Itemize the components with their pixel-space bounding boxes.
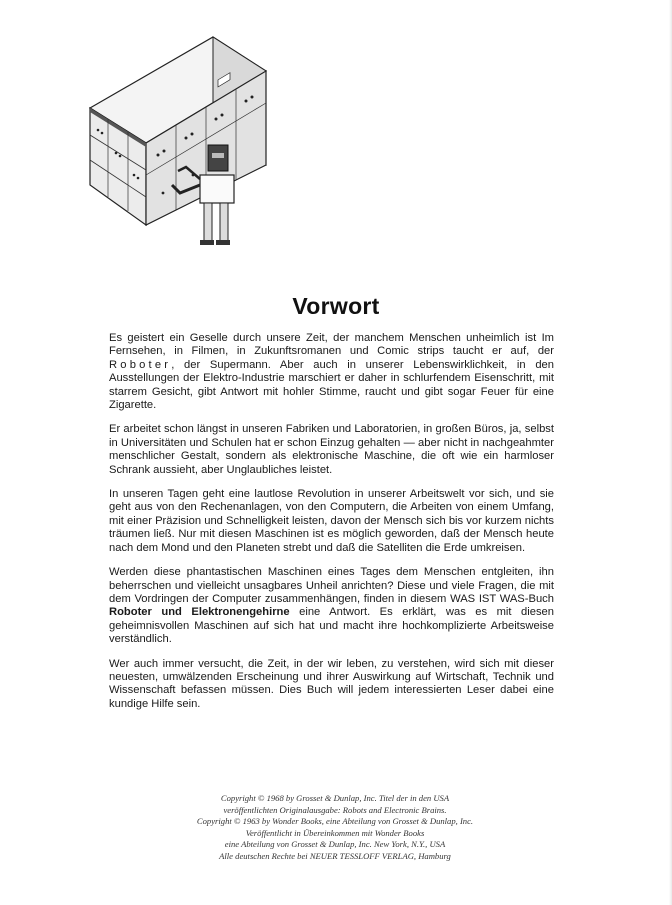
paragraph-text: , der Supermann. Aber auch in unserer Lebenswirklichkeit, in den Ausstellungen der Elektro-Industrie marschiert er daher in schlurfendem Eisenschritt, mit starrem Gesicht, gibt Antwort mit hohler Stimme, raucht und gibt sogar Feuer für eine Zigarette.	[109, 358, 554, 412]
robot-cabinet-illustration	[88, 35, 268, 260]
copyright-line: Copyright © 1963 by Wonder Books, eine Abteilung von Grosset & Dunlap, Inc.	[196, 816, 474, 827]
copyright-notice	[150, 793, 520, 863]
copyright-line: veröffentlichten Originalausgabe: Robots and Electronic Brains.	[223, 804, 447, 815]
copyright-line: Veröffentlicht in Übereinkommen mit Wonder Books	[245, 827, 425, 838]
paragraph: Er arbeitet schon längst in unseren Fabriken und Laboratorien, in großen Büros, ja, selbst in Universitäten und Schulen hat er schon Einzug gehalten — aber nicht in nachgeahmter menschlicher Gestalt, sondern als elektronische Maschine, die oft wie ein harmloser Schrank aussieht, aber Unglaubliches leistet.	[109, 423, 554, 476]
paragraph: Wer auch immer versucht, die Zeit, in der wir leben, zu verstehen, wird sich mit dieser neuesten, umwälzenden Erscheinung und ihrer Auswirkung auf Wirtschaft, Technik und Wissenschaft befassen müssen. Dies Buch will jedem interessierten Leser dabei eine kundige Hilfe sein.	[109, 657, 554, 710]
book-title: Roboter und Elektronengehirne	[109, 606, 290, 619]
spaced-word: Roboter	[109, 358, 172, 371]
copyright-line: Alle deutschen Rechte bei NEUER TESSLOFF VERLAG, Hamburg	[219, 850, 451, 861]
paragraph-text: Werden diese phantastischen Maschinen eines Tages dem Menschen entgleiten, ihn beherrschen und vielleicht unsagbares Unheil anrichten? Diese und viele Fragen, die mit dem Vordringen der Computer zusammenhängen, finden in diesem WAS IST WAS-Buch	[109, 566, 554, 605]
paragraph: In unseren Tagen geht eine lautlose Revolution in unserer Arbeitswelt vor sich, und sie geht aus von den Rechenanlagen, von den Computern, die Arbeiten von einem Umfang, mit einer Präzision und Schnelligkeit leisten, davon der Mensch sich bis vor kurzem nichts träumen ließ. Nur mit diesen Maschinen ist es möglich geworden, daß der Mensch heute nach dem Mond und den Planeten strebt und daß die Satelliten die Erde umkreisen.	[109, 488, 554, 554]
paragraph	[109, 566, 554, 646]
paragraph-text: eine Antwort. Es erklärt, was es mit diesen geheimnisvollen Maschinen auf sich hat und macht ihre hochkomplizierte Arbeitsweise verständlich.	[109, 606, 554, 646]
preface-body	[109, 332, 554, 722]
paragraph	[109, 332, 554, 412]
page-title: Vorwort	[292, 293, 380, 319]
copyright-line: eine Abteilung von Grosset & Dunlap, Inc. New York, N.Y., USA	[224, 839, 446, 850]
paragraph-text: Es geistert ein Geselle durch unsere Zeit, der manchem Menschen unheimlich ist Im Fernsehen, in Filmen, in Zukunftsromanen und Comic strips taucht er auf, der	[109, 332, 554, 358]
copyright-line: Copyright © 1968 by Grosset & Dunlap, Inc. Titel der in den USA	[220, 793, 450, 803]
